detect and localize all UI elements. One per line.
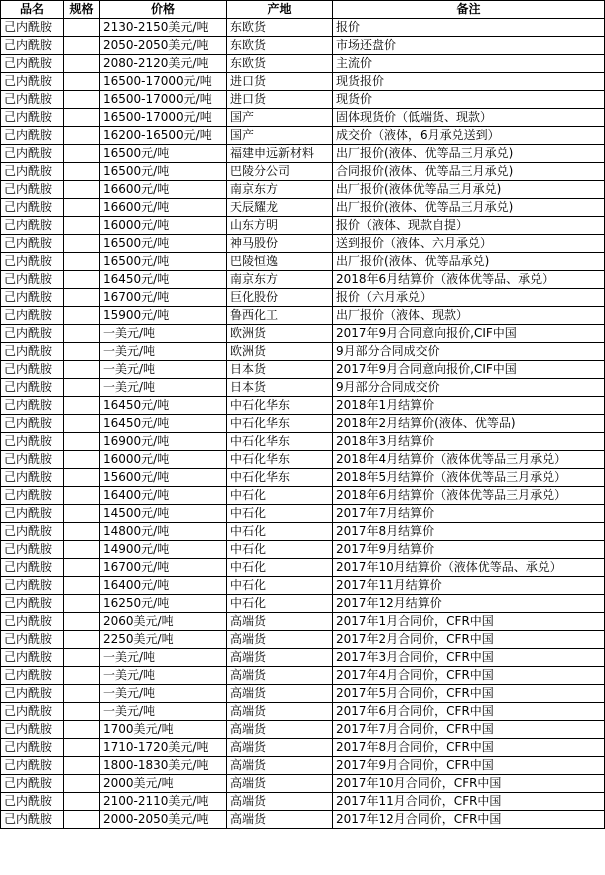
table-row: [1, 199, 605, 217]
cell-price: 一美元/吨: [100, 649, 227, 667]
cell-origin: 高端货: [227, 703, 333, 721]
cell-remarks: 2017年1月合同价，CFR中国: [333, 613, 605, 631]
table-row: [1, 127, 605, 145]
cell-price: 2000-2050美元/吨: [100, 811, 227, 829]
header-row: [1, 1, 605, 19]
cell-remarks: 9月部分合同成交价: [333, 379, 605, 397]
cell-origin: 高端货: [227, 613, 333, 631]
cell-spec: [64, 163, 100, 181]
cell-spec: [64, 631, 100, 649]
cell-price: 16500元/吨: [100, 253, 227, 271]
cell-origin: 中石化: [227, 487, 333, 505]
cell-spec: [64, 181, 100, 199]
cell-origin: 中石化华东: [227, 469, 333, 487]
cell-spec: [64, 397, 100, 415]
header-origin: 产地: [227, 1, 333, 19]
cell-origin: 日本货: [227, 361, 333, 379]
cell-origin: 国产: [227, 127, 333, 145]
cell-product-name: 己内酰胺: [1, 199, 64, 217]
cell-remarks: 报价（六月承兑）: [333, 289, 605, 307]
cell-price: 一美元/吨: [100, 343, 227, 361]
cell-price: 16000元/吨: [100, 451, 227, 469]
cell-remarks: 报价: [333, 19, 605, 37]
cell-price: 16900元/吨: [100, 433, 227, 451]
cell-price: 14900元/吨: [100, 541, 227, 559]
table-row: [1, 433, 605, 451]
cell-spec: [64, 793, 100, 811]
cell-origin: 神马股份: [227, 235, 333, 253]
cell-product-name: 己内酰胺: [1, 505, 64, 523]
cell-price: 16200-16500元/吨: [100, 127, 227, 145]
cell-product-name: 己内酰胺: [1, 307, 64, 325]
table-row: [1, 703, 605, 721]
cell-remarks: 2017年9月合同意向报价,CIF中国: [333, 325, 605, 343]
cell-price: 16500-17000元/吨: [100, 109, 227, 127]
cell-price: 14800元/吨: [100, 523, 227, 541]
header-remarks: 备注: [333, 1, 605, 19]
cell-remarks: 合同报价(液体、优等品三月承兑): [333, 163, 605, 181]
header-price: 价格: [100, 1, 227, 19]
cell-remarks: 2017年2月合同价，CFR中国: [333, 631, 605, 649]
table-row: [1, 379, 605, 397]
cell-remarks: 2017年10月结算价（液体优等品、承兑）: [333, 559, 605, 577]
cell-origin: 中石化华东: [227, 397, 333, 415]
cell-origin: 山东方明: [227, 217, 333, 235]
cell-origin: 国产: [227, 109, 333, 127]
cell-remarks: 2017年9月结算价: [333, 541, 605, 559]
cell-product-name: 己内酰胺: [1, 73, 64, 91]
table-row: [1, 721, 605, 739]
cell-origin: 巴陵恒逸: [227, 253, 333, 271]
cell-remarks: 2017年4月合同价，CFR中国: [333, 667, 605, 685]
cell-origin: 福建申远新材料: [227, 145, 333, 163]
cell-spec: [64, 721, 100, 739]
table-row: [1, 181, 605, 199]
cell-spec: [64, 595, 100, 613]
cell-spec: [64, 73, 100, 91]
cell-spec: [64, 361, 100, 379]
table-body: [1, 19, 605, 829]
cell-price: 16600元/吨: [100, 181, 227, 199]
cell-price: 16450元/吨: [100, 397, 227, 415]
cell-product-name: 己内酰胺: [1, 325, 64, 343]
table-row: [1, 19, 605, 37]
table-row: [1, 217, 605, 235]
cell-product-name: 己内酰胺: [1, 181, 64, 199]
table-row: [1, 397, 605, 415]
cell-spec: [64, 145, 100, 163]
table-row: [1, 469, 605, 487]
cell-spec: [64, 757, 100, 775]
cell-remarks: 2017年12月合同价，CFR中国: [333, 811, 605, 829]
cell-product-name: 己内酰胺: [1, 145, 64, 163]
cell-spec: [64, 109, 100, 127]
cell-remarks: 出厂报价(液体优等品三月承兑): [333, 181, 605, 199]
cell-spec: [64, 613, 100, 631]
cell-remarks: 2017年11月合同价，CFR中国: [333, 793, 605, 811]
table-row: [1, 253, 605, 271]
cell-spec: [64, 307, 100, 325]
table-row: [1, 307, 605, 325]
cell-remarks: 送到报价（液体、六月承兑）: [333, 235, 605, 253]
cell-price: 16400元/吨: [100, 487, 227, 505]
table-row: [1, 523, 605, 541]
cell-spec: [64, 649, 100, 667]
cell-origin: 中石化: [227, 541, 333, 559]
cell-product-name: 己内酰胺: [1, 793, 64, 811]
cell-product-name: 己内酰胺: [1, 451, 64, 469]
table-row: [1, 325, 605, 343]
cell-remarks: 出厂报价（液体、现款）: [333, 307, 605, 325]
cell-price: 16500元/吨: [100, 235, 227, 253]
cell-remarks: 2018年2月结算价(液体、优等品): [333, 415, 605, 433]
cell-price: 1800-1830美元/吨: [100, 757, 227, 775]
cell-price: 1700美元/吨: [100, 721, 227, 739]
cell-product-name: 己内酰胺: [1, 163, 64, 181]
cell-origin: 中石化华东: [227, 433, 333, 451]
cell-product-name: 己内酰胺: [1, 541, 64, 559]
cell-remarks: 2017年12月结算价: [333, 595, 605, 613]
cell-remarks: 2017年5月合同价，CFR中国: [333, 685, 605, 703]
cell-product-name: 己内酰胺: [1, 577, 64, 595]
cell-spec: [64, 703, 100, 721]
cell-product-name: 己内酰胺: [1, 289, 64, 307]
cell-price: 2060美元/吨: [100, 613, 227, 631]
cell-spec: [64, 55, 100, 73]
cell-remarks: 2018年3月结算价: [333, 433, 605, 451]
cell-origin: 高端货: [227, 739, 333, 757]
cell-remarks: 2017年8月结算价: [333, 523, 605, 541]
cell-spec: [64, 559, 100, 577]
table-row: [1, 487, 605, 505]
cell-remarks: 2017年6月合同价，CFR中国: [333, 703, 605, 721]
cell-origin: 南京东方: [227, 271, 333, 289]
cell-remarks: 市场还盘价: [333, 37, 605, 55]
cell-origin: 巨化股份: [227, 289, 333, 307]
cell-product-name: 己内酰胺: [1, 811, 64, 829]
table-row: [1, 649, 605, 667]
cell-spec: [64, 577, 100, 595]
table-row: [1, 757, 605, 775]
table-row: [1, 55, 605, 73]
cell-origin: 欧洲货: [227, 325, 333, 343]
cell-origin: 进口货: [227, 73, 333, 91]
cell-origin: 中石化: [227, 523, 333, 541]
cell-product-name: 己内酰胺: [1, 631, 64, 649]
cell-product-name: 己内酰胺: [1, 667, 64, 685]
cell-origin: 中石化: [227, 505, 333, 523]
cell-price: 16700元/吨: [100, 289, 227, 307]
cell-remarks: 2018年4月结算价（液体优等品三月承兑）: [333, 451, 605, 469]
cell-product-name: 己内酰胺: [1, 271, 64, 289]
cell-origin: 东欧货: [227, 19, 333, 37]
table-row: [1, 109, 605, 127]
cell-spec: [64, 271, 100, 289]
cell-price: 16450元/吨: [100, 271, 227, 289]
cell-origin: 鲁西化工: [227, 307, 333, 325]
cell-spec: [64, 343, 100, 361]
table-row: [1, 595, 605, 613]
cell-spec: [64, 37, 100, 55]
cell-price: 16500元/吨: [100, 163, 227, 181]
cell-product-name: 己内酰胺: [1, 559, 64, 577]
table-row: [1, 577, 605, 595]
cell-spec: [64, 379, 100, 397]
cell-price: 一美元/吨: [100, 703, 227, 721]
cell-price: 16450元/吨: [100, 415, 227, 433]
cell-spec: [64, 487, 100, 505]
cell-price: 16250元/吨: [100, 595, 227, 613]
cell-product-name: 己内酰胺: [1, 685, 64, 703]
table-row: [1, 91, 605, 109]
cell-product-name: 己内酰胺: [1, 217, 64, 235]
cell-price: 一美元/吨: [100, 685, 227, 703]
cell-spec: [64, 289, 100, 307]
cell-origin: 天辰耀龙: [227, 199, 333, 217]
cell-spec: [64, 19, 100, 37]
cell-remarks: 成交价（液体，6月承兑送到）: [333, 127, 605, 145]
cell-price: 1710-1720美元/吨: [100, 739, 227, 757]
cell-origin: 中石化: [227, 577, 333, 595]
cell-price: 16600元/吨: [100, 199, 227, 217]
cell-remarks: 2018年5月结算价（液体优等品三月承兑）: [333, 469, 605, 487]
cell-price: 2250美元/吨: [100, 631, 227, 649]
table-row: [1, 631, 605, 649]
cell-price: 2130-2150美元/吨: [100, 19, 227, 37]
cell-product-name: 己内酰胺: [1, 739, 64, 757]
table-row: [1, 811, 605, 829]
cell-origin: 巴陵分公司: [227, 163, 333, 181]
cell-remarks: 9月部分合同成交价: [333, 343, 605, 361]
cell-product-name: 己内酰胺: [1, 37, 64, 55]
cell-product-name: 己内酰胺: [1, 19, 64, 37]
cell-remarks: 2017年10月合同价，CFR中国: [333, 775, 605, 793]
cell-origin: 欧洲货: [227, 343, 333, 361]
cell-remarks: 出厂报价(液体、优等品承兑): [333, 253, 605, 271]
table-row: [1, 775, 605, 793]
cell-remarks: 现货报价: [333, 73, 605, 91]
cell-product-name: 己内酰胺: [1, 757, 64, 775]
cell-price: 一美元/吨: [100, 361, 227, 379]
cell-spec: [64, 325, 100, 343]
cell-product-name: 己内酰胺: [1, 379, 64, 397]
cell-product-name: 己内酰胺: [1, 109, 64, 127]
table-row: [1, 451, 605, 469]
cell-origin: 中石化华东: [227, 415, 333, 433]
cell-spec: [64, 469, 100, 487]
cell-product-name: 己内酰胺: [1, 343, 64, 361]
cell-spec: [64, 199, 100, 217]
cell-product-name: 己内酰胺: [1, 775, 64, 793]
cell-spec: [64, 739, 100, 757]
cell-price: 一美元/吨: [100, 325, 227, 343]
table-row: [1, 271, 605, 289]
cell-product-name: 己内酰胺: [1, 487, 64, 505]
cell-origin: 东欧货: [227, 37, 333, 55]
cell-product-name: 己内酰胺: [1, 523, 64, 541]
cell-origin: 高端货: [227, 793, 333, 811]
table-row: [1, 505, 605, 523]
table-row: [1, 343, 605, 361]
cell-price: 2100-2110美元/吨: [100, 793, 227, 811]
cell-remarks: 固体现货价（低端货、现款）: [333, 109, 605, 127]
cell-spec: [64, 811, 100, 829]
cell-origin: 高端货: [227, 811, 333, 829]
cell-origin: 日本货: [227, 379, 333, 397]
cell-remarks: 2017年8月合同价，CFR中国: [333, 739, 605, 757]
cell-remarks: 2018年6月结算价（液体优等品、承兑）: [333, 271, 605, 289]
cell-origin: 南京东方: [227, 181, 333, 199]
table-row: [1, 613, 605, 631]
cell-price: 16500-17000元/吨: [100, 91, 227, 109]
cell-product-name: 己内酰胺: [1, 253, 64, 271]
cell-origin: 高端货: [227, 667, 333, 685]
cell-price: 16700元/吨: [100, 559, 227, 577]
cell-origin: 中石化: [227, 595, 333, 613]
cell-spec: [64, 91, 100, 109]
cell-spec: [64, 505, 100, 523]
table-row: [1, 667, 605, 685]
cell-price: 15900元/吨: [100, 307, 227, 325]
cell-spec: [64, 685, 100, 703]
cell-product-name: 己内酰胺: [1, 397, 64, 415]
cell-origin: 东欧货: [227, 55, 333, 73]
cell-price: 2080-2120美元/吨: [100, 55, 227, 73]
table-row: [1, 37, 605, 55]
cell-origin: 中石化华东: [227, 451, 333, 469]
cell-price: 16000元/吨: [100, 217, 227, 235]
cell-price: 一美元/吨: [100, 667, 227, 685]
table-row: [1, 541, 605, 559]
cell-product-name: 己内酰胺: [1, 415, 64, 433]
table-row: [1, 739, 605, 757]
cell-product-name: 己内酰胺: [1, 361, 64, 379]
cell-spec: [64, 667, 100, 685]
cell-remarks: 2017年7月合同价，CFR中国: [333, 721, 605, 739]
header-product-name: 品名: [1, 1, 64, 19]
cell-remarks: 报价（液体、现款自提）: [333, 217, 605, 235]
cell-remarks: 主流价: [333, 55, 605, 73]
cell-spec: [64, 433, 100, 451]
cell-origin: 高端货: [227, 649, 333, 667]
cell-remarks: 出厂报价(液体、优等品三月承兑): [333, 145, 605, 163]
cell-price: 16400元/吨: [100, 577, 227, 595]
cell-origin: 高端货: [227, 721, 333, 739]
cell-remarks: 2017年9月合同价，CFR中国: [333, 757, 605, 775]
cell-product-name: 己内酰胺: [1, 55, 64, 73]
cell-remarks: 2018年1月结算价: [333, 397, 605, 415]
cell-origin: 高端货: [227, 757, 333, 775]
cell-price: 一美元/吨: [100, 379, 227, 397]
cell-spec: [64, 451, 100, 469]
cell-product-name: 己内酰胺: [1, 433, 64, 451]
cell-remarks: 2017年7月结算价: [333, 505, 605, 523]
table-row: [1, 793, 605, 811]
table-row: [1, 415, 605, 433]
header-spec: 规格: [64, 1, 100, 19]
cell-remarks: 2018年6月结算价（液体优等品三月承兑）: [333, 487, 605, 505]
cell-product-name: 己内酰胺: [1, 469, 64, 487]
table-row: [1, 361, 605, 379]
cell-origin: 高端货: [227, 685, 333, 703]
cell-product-name: 己内酰胺: [1, 703, 64, 721]
cell-origin: 中石化: [227, 559, 333, 577]
cell-price: 16500-17000元/吨: [100, 73, 227, 91]
cell-spec: [64, 217, 100, 235]
cell-remarks: 2017年11月结算价: [333, 577, 605, 595]
table-row: [1, 235, 605, 253]
cell-price: 14500元/吨: [100, 505, 227, 523]
cell-price: 2000美元/吨: [100, 775, 227, 793]
cell-product-name: 己内酰胺: [1, 91, 64, 109]
cell-product-name: 己内酰胺: [1, 613, 64, 631]
cell-product-name: 己内酰胺: [1, 721, 64, 739]
cell-remarks: 出厂报价(液体、优等品三月承兑): [333, 199, 605, 217]
table-row: [1, 73, 605, 91]
cell-spec: [64, 775, 100, 793]
cell-spec: [64, 235, 100, 253]
cell-price: 15600元/吨: [100, 469, 227, 487]
cell-product-name: 己内酰胺: [1, 595, 64, 613]
cell-remarks: 2017年3月合同价，CFR中国: [333, 649, 605, 667]
cell-product-name: 己内酰胺: [1, 127, 64, 145]
table-row: [1, 685, 605, 703]
cell-remarks: 现货价: [333, 91, 605, 109]
cell-product-name: 己内酰胺: [1, 235, 64, 253]
cell-price: 16500元/吨: [100, 145, 227, 163]
cell-product-name: 己内酰胺: [1, 649, 64, 667]
cell-origin: 进口货: [227, 91, 333, 109]
cell-spec: [64, 127, 100, 145]
cell-price: 2050-2050美元/吨: [100, 37, 227, 55]
cell-spec: [64, 415, 100, 433]
cell-spec: [64, 523, 100, 541]
cell-remarks: 2017年9月合同意向报价,CIF中国: [333, 361, 605, 379]
cell-spec: [64, 253, 100, 271]
table-row: [1, 289, 605, 307]
cell-spec: [64, 541, 100, 559]
table-row: [1, 145, 605, 163]
cell-origin: 高端货: [227, 775, 333, 793]
table-row: [1, 559, 605, 577]
cell-origin: 高端货: [227, 631, 333, 649]
table-row: [1, 163, 605, 181]
